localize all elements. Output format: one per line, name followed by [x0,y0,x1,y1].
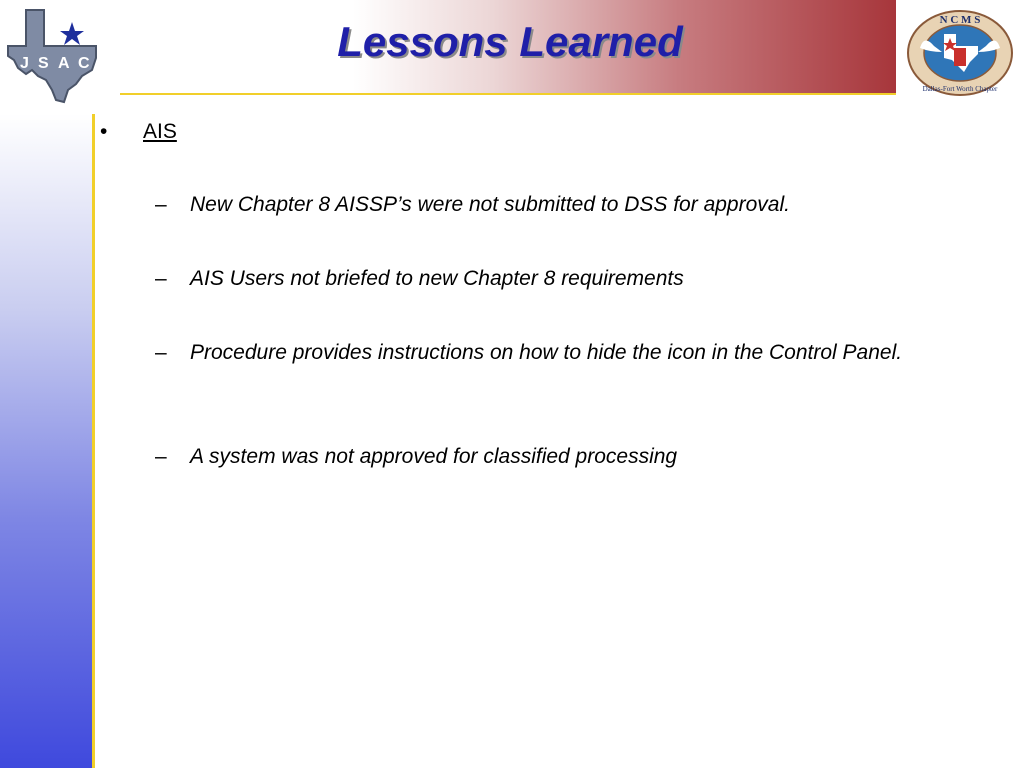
seal-bottom-text: Dallas-Fort Worth Chapter [922,85,998,93]
title-gold-rule [120,93,896,95]
dash-marker: – [155,193,167,216]
sub-bullet-item [155,190,985,220]
bullet-text: AIS [143,120,177,143]
logo-letter-a: A [58,55,70,72]
sub-bullet-item [155,442,985,472]
bullet-marker: • [100,120,108,143]
sub-bullet-text: New Chapter 8 AISSP’s were not submitted to DSS for approval. [190,193,790,216]
logo-letter-j: J [20,55,29,72]
jsac-texas-logo [4,6,100,104]
sub-bullet-text: Procedure provides instructions on how to hide the icon in the Control Panel. [190,341,903,364]
sub-bullet-item [155,264,985,294]
sub-bullet-text: AIS Users not briefed to new Chapter 8 requirements [190,267,684,290]
left-gold-rule [92,114,95,768]
sub-bullet-text: A system was not approved for classified processing [190,445,678,468]
ncms-seal-logo [904,8,1016,98]
bullet-item [100,120,177,144]
dash-marker: – [155,445,167,468]
star-icon [60,22,84,45]
left-gradient-bar [0,114,92,768]
dash-marker: – [155,267,167,290]
logo-letter-c: C [78,55,90,72]
dash-marker: – [155,341,167,364]
seal-top-text: N C M S [939,14,981,26]
slide-title: Lessons Learned [337,18,683,65]
logo-letter-s: S [38,55,49,72]
sub-bullet-item [155,338,985,368]
